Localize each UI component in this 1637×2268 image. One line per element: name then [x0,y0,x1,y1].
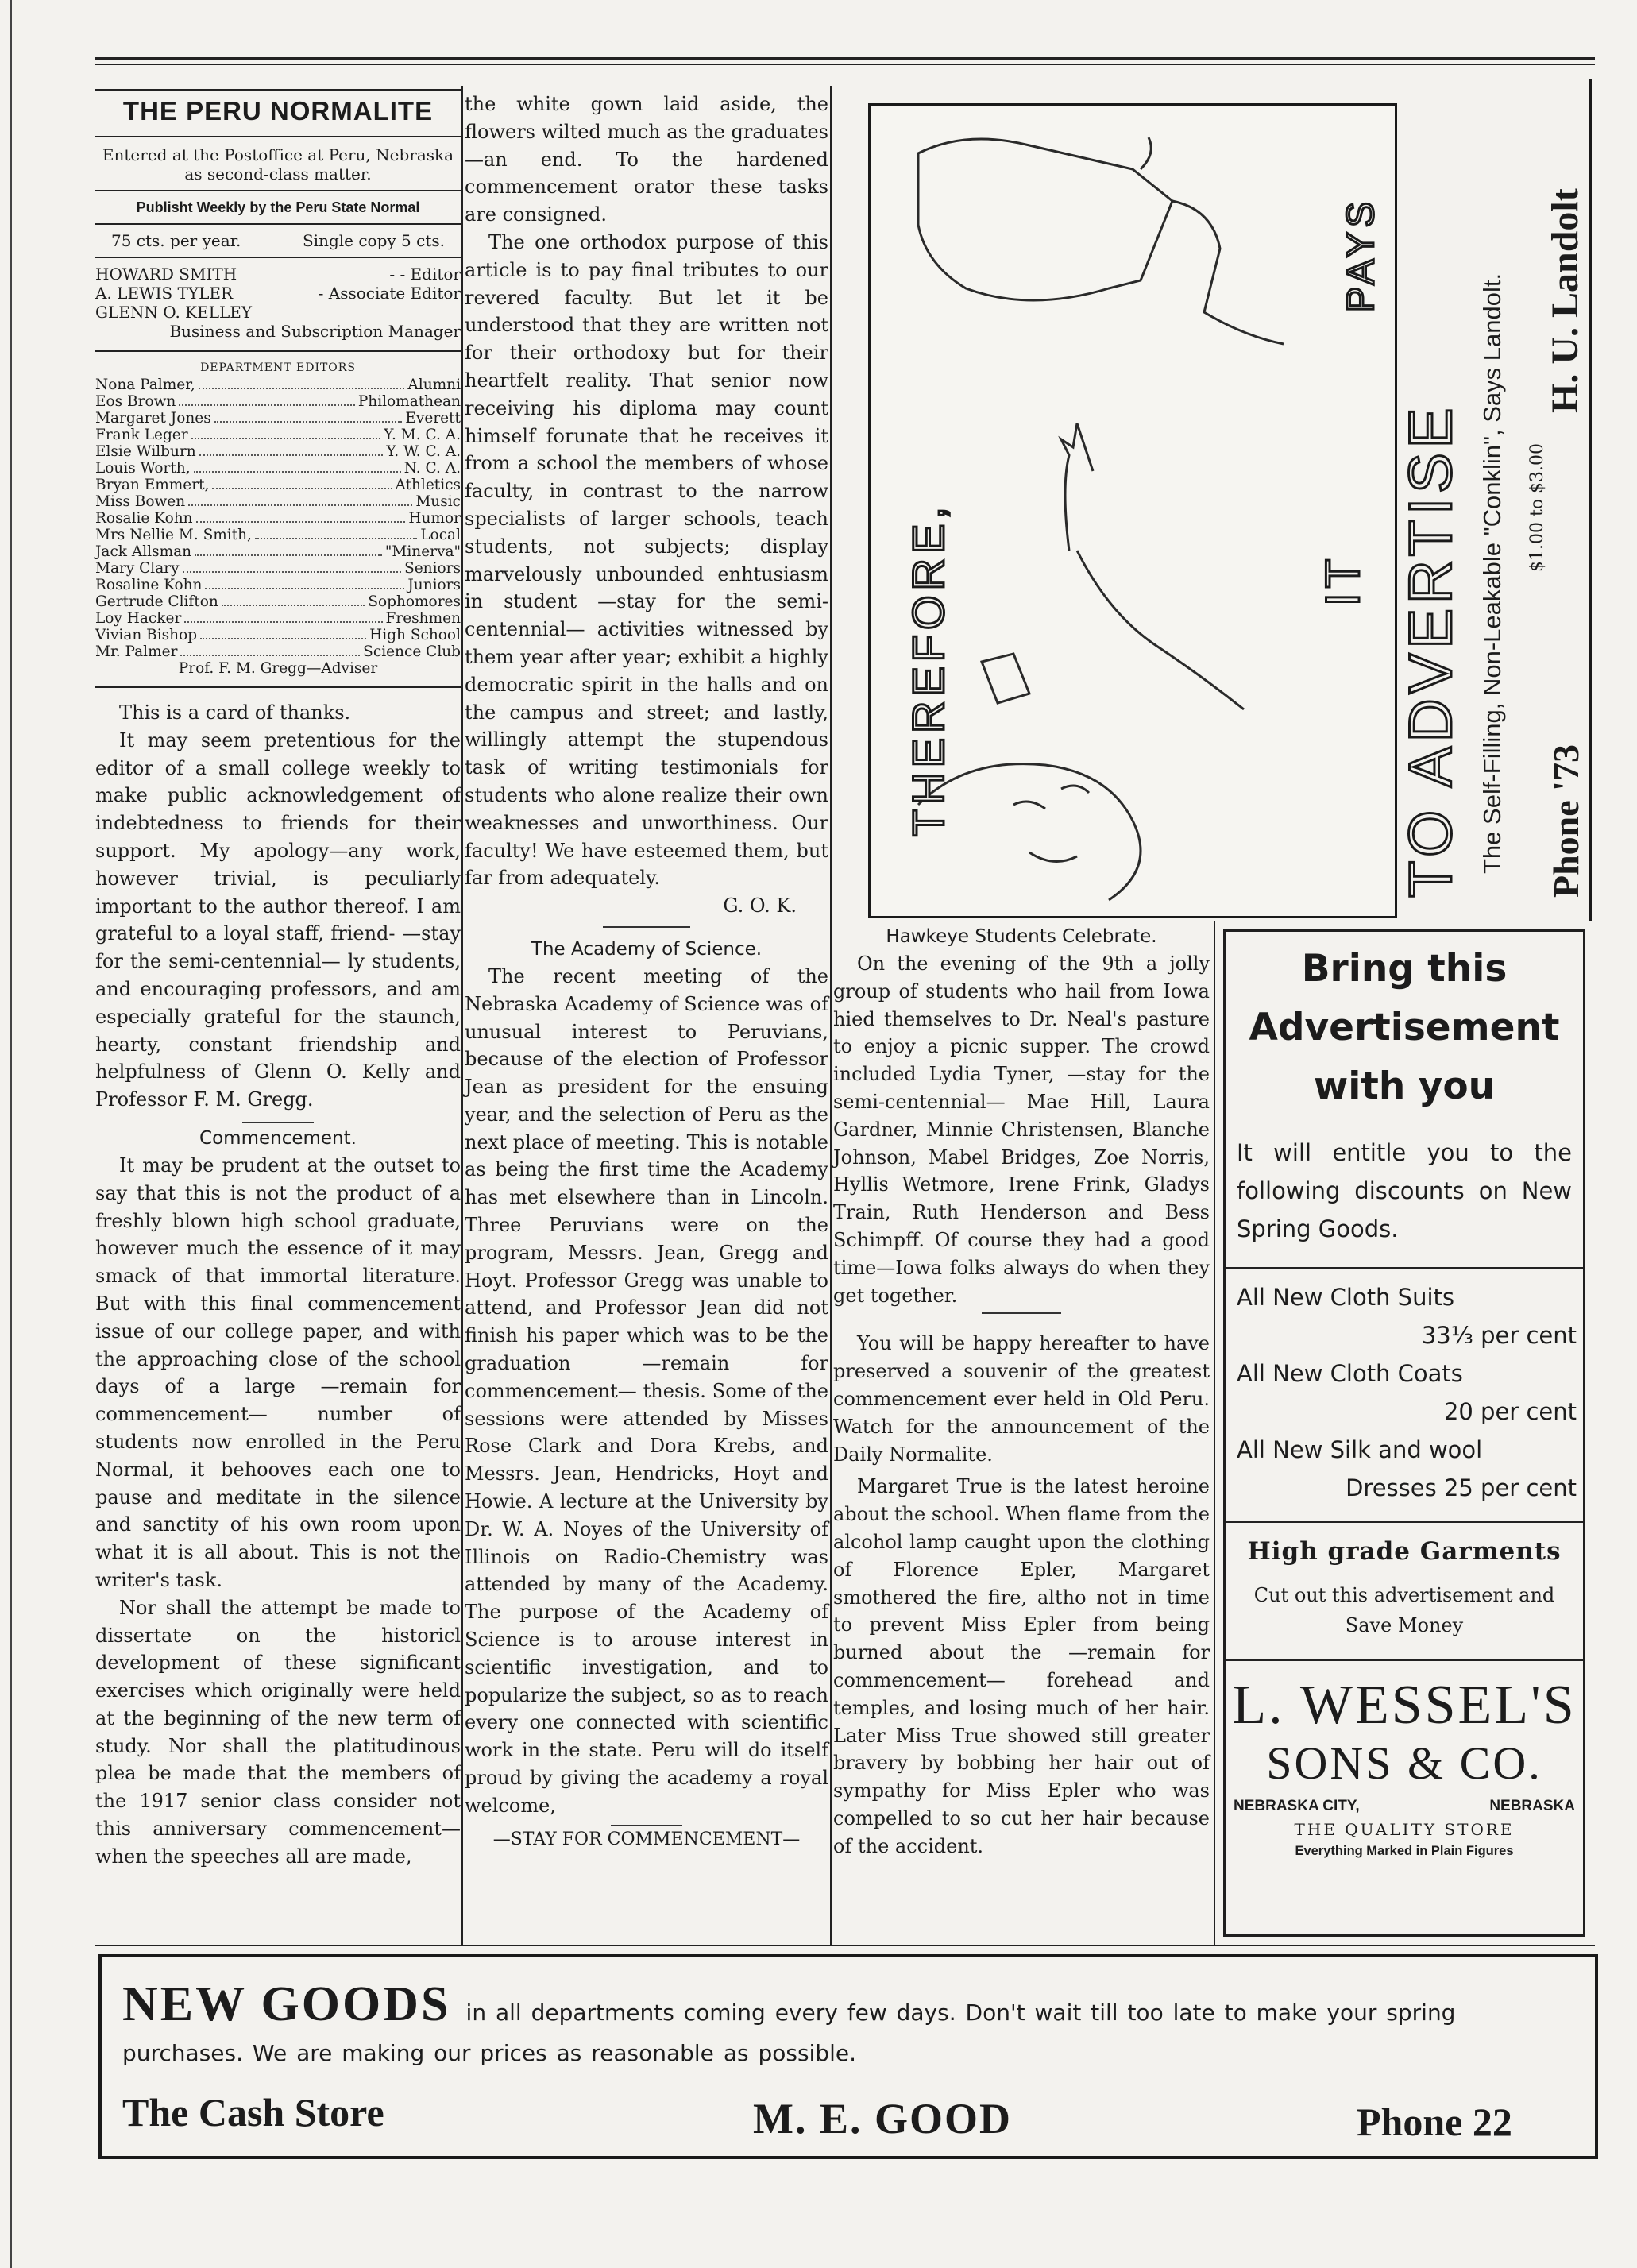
wessel-advertisement [1223,929,1585,1937]
souvenir-paragraph: You will be happy hereafter to have preserved a souvenir of the greatest commencement ever held in Old Peru. Watch for the announcement of the Daily Normalite. [833,1332,1210,1466]
commencement-article [95,1152,461,1871]
rule [95,257,461,258]
editor-row [95,303,461,322]
continued-paragraph: the white gown laid aside, the flowers wilted much as the graduates—an end. To the hardened commencement orator these tasks are consigned. [465,93,828,226]
discount-item-name: All New Cloth Coats [1237,1360,1463,1387]
dept-editor-row [95,377,461,393]
editor-row [95,284,461,303]
dept-editor-row [95,510,461,527]
academy-paragraph: The recent meeting of the Nebraska Academy of Science was of unusual interest to Peruvians, because of the election of Professor Jean as president for the ensuing year, and the selection of Peru as the next place of meeting. This is notable as being the first time the Academy has met elsewhere than in Lincoln. Three Peruvians were on the program, Messrs. Jean, Gregg and Hoyt. Professor Gregg was unable to attend, and Professor Jean did not finish his paper which was to be the graduation —remain for commencement— thesis. Some of the sessions were attended by Misses Rose Clark and Dora Krebs, and Messrs. Jean, Hendricks, Hoyt and Howie. A lecture at the University by Dr. W. A. Noyes of the University of Illinois on Radio-Chemistry was attended by many of the Academy. The purpose of the Academy of Science is to arouse interest in scientific investigation, and to popularize the subject, so as to reach every one connected with scientific work in the state. Peru will do itself proud by giving the academy a royal welcome, [465,964,828,1817]
business-manager: Business and Subscription Manager [169,322,461,341]
drawing-stroke [1141,137,1151,169]
thanks-paragraph: It may seem pretentious for the editor of a small college weekly to make public acknowledgement of indebtedness to friends for their support. My apology—any work, however trivial, is peculiarly important to the author thereof. I am grateful to a loyal staff, friend- —stay for the semi-centennial— ly students, and encouraging professors, and am especially grateful for the staunch, hearty, constant friendship and helpfulness of Glenn O. Kelly and Professor F. M. Gregg. [95,728,461,1111]
editor-role: - Associate Editor [318,284,461,303]
drawing-stroke [1029,852,1077,861]
dot-leader [191,427,381,439]
dept-editor-row [95,627,461,643]
discount-item-name: All New Silk and wool [1237,1436,1483,1463]
dept-editor-dept: N. C. A. [403,460,461,477]
firm-name-2: SONS & CO. [1266,1737,1542,1789]
top-rule [95,57,1595,60]
editor-name: A. LEWIS TYLER [95,284,234,303]
dept-editor-dept: Science Club [363,643,461,660]
short-rule [242,1122,314,1123]
rule [95,223,461,225]
banner-phone: Phone 22 [1357,2100,1512,2144]
dot-leader [184,610,382,623]
thanks-opening: This is a card of thanks. [119,701,351,724]
price-range: $1.00 to $3.00 [1527,442,1547,572]
dept-editor-dept: Everett [405,410,461,427]
bring-line-2: Advertisement [1249,1006,1560,1049]
dept-editor-dept: Athletics [395,477,461,493]
hawkeye-paragraph: On the evening of the 9th a jolly group of students who hail from Iowa hied themselves to Dr. Neal's pasture to enjoy a picnic supper. The crowd included Lydia Tyner, —stay for the semi-centennial— Mae Hill, Laura Gardner, Minnie Christensen, Blanche Johnson, Mabel Bridges, Zoe Norris, Hyllis Wetmore, Irene Frink, Gladys Train, Ruth Henderson and Bess Schimpff. Of course they had a good time—Iowa folks always do when they get together. [833,952,1210,1307]
dept-editor-row [95,610,461,627]
commencement-paragraph: It may be prudent at the outset to say that this is not the product of a freshly blown high school graduate, however much the essence of it may smack of that immortal literature. But with this final commencement issue of our college paper, and with the approaching close of the school days of a large —remain for commencement— number of students now enrolled in the Peru Normal, it behooves each one to pause and meditate in the silence and sanctity of his own room upon what it is all about. This is not the writer's task. [95,1153,461,1591]
dept-editor-name: Elsie Wilburn [95,443,196,460]
dept-editor-name: Mr. Palmer [95,643,178,660]
dept-editor-dept: High School [369,627,461,643]
masthead-rule [95,136,461,137]
discount-item-value: 20 per cent [1443,1398,1577,1425]
dot-leader [199,443,384,456]
pen-advertisement [836,79,1595,921]
pays-text: PAYS [1340,197,1382,312]
dept-editor-row [95,443,461,460]
column-rule-2 [830,86,832,1945]
dot-leader [195,543,382,556]
price-line [95,231,461,250]
bottom-content-rule [95,1945,1595,1946]
drawing-stroke [1077,551,1244,709]
price-year: 75 cts. per year. [111,231,241,250]
dot-leader [199,377,405,389]
dot-leader [255,527,417,539]
dept-editor-dept: Humor [408,510,461,527]
plain-figures-line: Everything Marked in Plain Figures [1295,1844,1514,1858]
bring-line-1: Bring this [1301,947,1508,991]
dept-editor-dept: Local [420,527,461,543]
city-line [1226,1791,1583,1815]
commencement-continued [465,91,828,892]
dept-editor-dept: Y. M. C. A. [384,427,461,443]
cut-out-line: Cut out this advertisement and Save Money [1253,1584,1555,1636]
state: NEBRASKA [1489,1798,1575,1814]
publisher-line: Publisht Weekly by the Peru State Normal [136,199,420,215]
dot-leader [214,410,403,423]
dept-editor-row [95,643,461,660]
dept-editor-row [95,577,461,593]
dept-editor-dept: Y. W. C. A. [386,443,461,460]
column-rule-3 [1214,921,1215,1946]
dot-leader [205,577,404,589]
ad-right-border [1589,79,1592,921]
short-rule [603,926,690,928]
dept-editor-name: Margaret Jones [95,410,211,427]
top-rule-2 [95,64,1595,65]
dept-editor-row [95,527,461,543]
illustration-panel [868,103,1397,918]
editor-row [95,265,461,284]
dept-editor-dept: Seniors [404,560,461,577]
dept-editor-list [95,377,461,660]
dept-editor-name: Frank Leger [95,427,188,443]
to-advertise-text: TO ADVERTISE [1397,403,1465,898]
dept-editor-row [95,427,461,443]
dept-heading: DEPARTMENT EDITORS [200,361,356,374]
dept-editor-name: Vivian Bishop [95,627,198,643]
discount-item-value: Dresses 25 per cent [1346,1474,1577,1501]
merchant-name: H. U. Landolt [1544,188,1586,413]
masthead-top-rule [95,89,461,91]
dept-editor-row [95,543,461,560]
discount-item-value: 33⅓ per cent [1421,1322,1577,1349]
column-1 [95,89,461,1871]
dept-editor-name: Miss Bowen [95,493,186,510]
commencement-headline: Commencement. [199,1127,357,1149]
dept-editor-dept: Alumni [407,377,461,393]
short-rule [982,1312,1061,1314]
dot-leader [222,593,365,606]
seated-figure-head [918,139,1172,300]
banner-text-1: in all departments coming every few days. Don't wait till too late to make your spring [465,1999,1456,2026]
discount-item-name: All New Cloth Suits [1237,1284,1454,1311]
dept-editor-name: Gertrude Clifton [95,593,218,610]
dept-editor-row [95,477,461,493]
rule [95,350,461,352]
dept-editor-dept: Juniors [407,577,461,593]
banner-text-2: purchases. We are making our prices as reasonable as possible. [122,2040,856,2066]
discount-intro: It will entitle you to the following discounts on New Spring Goods. [1237,1139,1572,1242]
rule [1226,1521,1583,1523]
therefore-text: THEREFORE, [903,502,953,836]
drawing-stroke [1061,786,1089,793]
editor-role: - - Editor [389,265,461,284]
signature: G. O. K. [723,894,797,918]
dept-editor-dept: Music [415,493,461,510]
column-rule-1 [461,86,463,1945]
page-left-edge [10,0,12,2268]
dept-editor-name: Loy Hacker [95,610,182,627]
dot-leader [194,460,401,473]
dept-editor-name: Rosalie Kohn [95,510,193,527]
drawing-stroke [1172,201,1284,344]
dept-editor-name: Jack Allsman [95,543,192,560]
dept-editor-name: Bryan Emmert, [95,477,210,493]
academy-headline: The Academy of Science. [531,938,763,960]
dept-editor-name: Eos Brown [95,393,176,410]
dept-editor-name: Rosaline Kohn [95,577,203,593]
dept-editor-name: Nona Palmer, [95,377,195,393]
hawkeye-headline: Hawkeye Students Celebrate. [886,926,1157,947]
banner-line-1 [122,1976,1455,2033]
cash-store-name: The Cash Store [122,2090,384,2135]
hawkeye-article [833,950,1210,1309]
high-grade-line: High grade Garments [1247,1537,1562,1566]
rule [1226,1659,1583,1661]
new-goods: NEW GOODS [122,1977,451,2031]
dot-leader [179,393,355,406]
dept-editor-row [95,393,461,410]
dept-editor-row [95,593,461,610]
dept-editor-row [95,410,461,427]
dept-editor-row [95,493,461,510]
dot-leader [200,627,366,639]
dept-editor-dept: Sophomores [368,593,461,610]
commencement-paragraph: Nor shall the attempt be made to dissertate on the historicl development of these significant exercises which originally were held at the beginning of the new term of study. Nor shall the platitudinous plea be made that the members of the 1917 senior class consider not this anniversary commencement— when the speeches all are made, [95,1596,461,1868]
discount-list [1226,1278,1583,1507]
drawing-stroke [1013,802,1045,809]
dept-editor-name: Mrs Nellie M. Smith, [95,527,252,543]
column-2 [465,91,828,1853]
city: NEBRASKA CITY, [1234,1798,1360,1814]
editor-name: GLENN O. KELLEY [95,303,253,322]
bring-line-3: with you [1313,1064,1496,1108]
editor-list [95,265,461,341]
entry-note: Entered at the Postoffice at Peru, Nebraska as second-class matter. [102,145,454,184]
column-3 [833,921,1210,1860]
dot-leader [196,510,406,523]
dept-editor-row [95,460,461,477]
price-copy: Single copy 5 cts. [302,231,445,250]
true-paragraph: Margaret True is the latest heroine about the school. When flame from the alcohol lamp caught upon the clothing of Florence Epler, Margaret smothered the fire, altho not in time to prevent Miss Epler from being burned about the —remain for commencement— forehead and temples, and losing much of her hair. Later Miss True showed still greater bravery by bobbing her hair out of sympathy for Miss Epler who was compelled to so cut her hair because of the accident. [833,1475,1210,1857]
souvenir-notice [833,1330,1210,1468]
cash-store-banner [98,1954,1598,2159]
faculty-paragraph: The one orthodox purpose of this article is to pay final tributes to our revered faculty. But let it be understood that they are written not for their orthodoxy but for their heartfelt reality. That senior now receiving his diploma may count himself forunate that he receives it from a school the members of whose faculty, in contrast to the narrow specialists of larger schools, teach students, not subjects; display marvelously unbounded enhtusiasm in student —stay for the semi-centennial— activities witnessed by them year after year; exhibit a highly democratic spirit in the halls and on the campus and street; and lastly, willingly attempt the stupendous task of writing testimonials for students who alone realize their own weaknesses and unworthiness. Our faculty! We have esteemed them, but far from adequately. [465,230,828,890]
rule [1226,1267,1583,1269]
firm-name-1: L. WESSEL'S [1232,1675,1577,1736]
store-line: THE QUALITY STORE [1294,1820,1515,1839]
dept-editor-row [95,560,461,577]
masthead-title: THE PERU NORMALITE [122,96,434,126]
editor-name: HOWARD SMITH [95,265,237,284]
pen-box [982,654,1029,703]
dept-editor-name: Louis Worth, [95,460,191,477]
card-of-thanks [95,699,461,1114]
dot-leader [183,560,402,573]
dept-editor-dept: "Minerva" [384,543,461,560]
dept-editor-dept: Freshmen [385,610,461,627]
rule [95,686,461,688]
dept-editor-dept: Philomathean [357,393,461,410]
dot-leader [188,493,412,506]
phone-73: Phone '73 [1546,744,1586,898]
raised-hand [1061,423,1093,551]
it-text: IT [1316,554,1369,606]
conklin-tagline: The Self-Filling, Non-Leakable "Conklin", Says Landolt. [1478,272,1506,874]
stay-line: —STAY FOR COMMENCEMENT— [492,1829,801,1849]
dot-leader [212,477,392,489]
rule [95,190,461,191]
adviser-line: Prof. F. M. Gregg—Adviser [178,660,378,677]
academy-article [465,963,828,1820]
owner-name: M. E. GOOD [753,2095,1012,2142]
dept-editor-name: Mary Clary [95,560,180,577]
dot-leader [180,643,360,656]
true-article [833,1473,1210,1860]
